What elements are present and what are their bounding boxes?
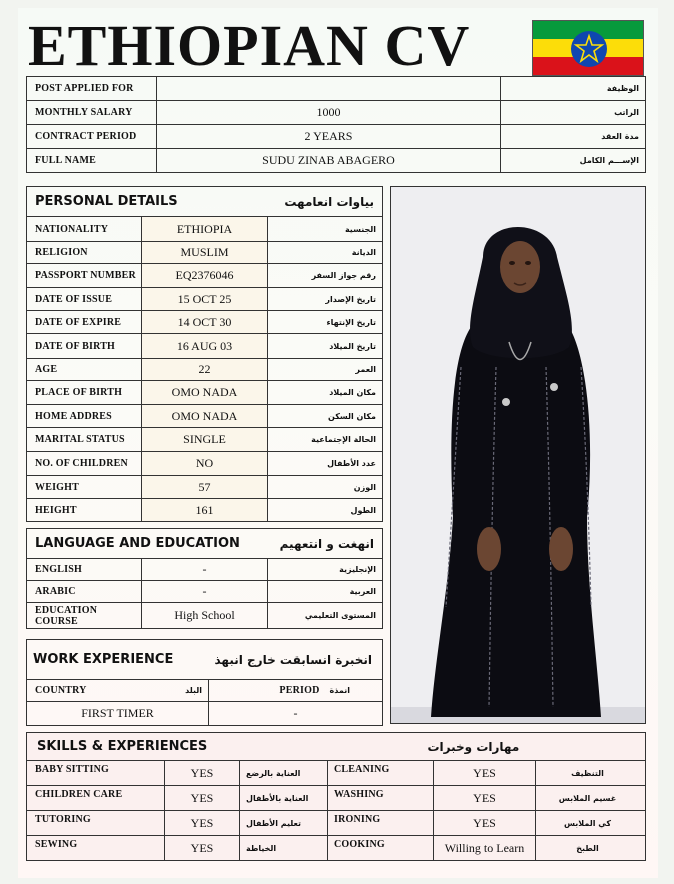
skills-row: [27, 761, 646, 786]
personal-details-section: [26, 186, 383, 522]
personal-value: 161: [142, 499, 268, 522]
header-value: [157, 77, 501, 101]
personal-value: 22: [142, 359, 268, 381]
skills-title: SKILLS & EXPERIENCES: [37, 739, 208, 754]
personal-label: PASSPORT NUMBER: [27, 264, 142, 288]
personal-value: 15 OCT 25: [142, 288, 268, 311]
personal-label-arabic: تاريخ الميلاد: [268, 334, 383, 359]
language-label-arabic: العربية: [268, 581, 383, 603]
personal-label: RELIGION: [27, 242, 142, 264]
skill-label-arabic: كي الملابس: [536, 811, 646, 836]
personal-label: DATE OF ISSUE: [27, 288, 142, 311]
personal-value: MUSLIM: [142, 242, 268, 264]
header-row: [27, 149, 646, 173]
skill-label: BABY SITTING: [27, 761, 165, 786]
cv-page: [18, 8, 658, 878]
skill-value: YES: [434, 786, 536, 811]
personal-value: 14 OCT 30: [142, 311, 268, 334]
skills-row: [27, 836, 646, 861]
skill-label-arabic: غسيم الملابس: [536, 786, 646, 811]
skill-label-arabic: العناية بالأطفال: [240, 786, 328, 811]
country-value: FIRST TIMER: [27, 702, 209, 726]
language-education-title-arabic: انهغت و انتعهيم: [279, 536, 374, 551]
language-value: -: [142, 581, 268, 603]
personal-label-arabic: تاريخ الإنتهاء: [268, 311, 383, 334]
personal-row: [27, 476, 383, 499]
language-education-title: LANGUAGE AND EDUCATION: [35, 536, 240, 551]
personal-label-arabic: مكان السكن: [268, 405, 383, 428]
skill-label: CHILDREN CARE: [27, 786, 165, 811]
ethiopia-flag-icon: [532, 20, 644, 76]
personal-label: DATE OF BIRTH: [27, 334, 142, 359]
header-label-arabic: مدة العقد: [501, 125, 646, 149]
skill-value: YES: [434, 761, 536, 786]
work-experience-title-arabic: انخبرة انسابقت خارج انبهذ: [214, 652, 372, 667]
skill-label-arabic: التنظيف: [536, 761, 646, 786]
personal-value: SINGLE: [142, 428, 268, 452]
applicant-photo: [390, 186, 646, 724]
personal-row: [27, 217, 383, 242]
personal-row: [27, 499, 383, 522]
language-label-arabic: المستوى التعليمي: [268, 603, 383, 629]
personal-value: 57: [142, 476, 268, 499]
skills-section: [26, 732, 646, 861]
personal-row: [27, 288, 383, 311]
personal-label-arabic: عدد الأطفال: [268, 452, 383, 476]
work-experience-section: [26, 639, 383, 726]
language-row: [27, 603, 383, 629]
personal-row: [27, 334, 383, 359]
language-label: ARABIC: [27, 581, 142, 603]
skill-label: CLEANING: [328, 761, 434, 786]
personal-label: PLACE OF BIRTH: [27, 381, 142, 405]
language-label-arabic: الإنجليزية: [268, 559, 383, 581]
header-label: FULL NAME: [27, 149, 157, 173]
skills-row: [27, 811, 646, 836]
period-label: PERIOD: [209, 680, 324, 702]
header-row: [27, 125, 646, 149]
skill-label: TUTORING: [27, 811, 165, 836]
language-row: [27, 581, 383, 603]
skills-row: [27, 786, 646, 811]
skills-title-arabic: مهارات وخبرات: [427, 739, 520, 754]
personal-label-arabic: العمر: [268, 359, 383, 381]
language-row: [27, 559, 383, 581]
personal-label-arabic: رقم جواز السفر: [268, 264, 383, 288]
language-value: High School: [142, 603, 268, 629]
personal-value: ETHIOPIA: [142, 217, 268, 242]
skill-label: IRONING: [328, 811, 434, 836]
personal-value: OMO NADA: [142, 405, 268, 428]
work-experience-title: WORK EXPERIENCE: [33, 652, 174, 667]
personal-row: [27, 428, 383, 452]
header-row: [27, 77, 646, 101]
personal-label: NATIONALITY: [27, 217, 142, 242]
skill-label-arabic: الخياطة: [240, 836, 328, 861]
skill-label-arabic: الطبخ: [536, 836, 646, 861]
header-value: 1000: [157, 101, 501, 125]
header-value: 2 YEARS: [157, 125, 501, 149]
personal-label-arabic: الجنسية: [268, 217, 383, 242]
header-table: [26, 76, 646, 173]
skill-value: YES: [165, 811, 240, 836]
period-label-arabic: انمذة: [324, 680, 383, 702]
skill-value: Willing to Learn: [434, 836, 536, 861]
skill-label: WASHING: [328, 786, 434, 811]
header-row: [27, 101, 646, 125]
period-value: -: [209, 702, 383, 726]
header-value: SUDU ZINAB ABAGERO: [157, 149, 501, 173]
personal-label-arabic: الحالة الإجتماعية: [268, 428, 383, 452]
header-label: POST APPLIED FOR: [27, 77, 157, 101]
personal-row: [27, 264, 383, 288]
country-label-arabic: البلد: [147, 680, 209, 702]
personal-row: [27, 405, 383, 428]
language-label: EDUCATION COURSE: [27, 603, 142, 629]
skill-label: SEWING: [27, 836, 165, 861]
page-title: ETHIOPIAN CV: [28, 13, 471, 78]
personal-label: HOME ADDRES: [27, 405, 142, 428]
personal-value: NO: [142, 452, 268, 476]
skill-label-arabic: تعليم الأطفال: [240, 811, 328, 836]
language-education-section: [26, 528, 383, 629]
header-label: MONTHLY SALARY: [27, 101, 157, 125]
personal-label: DATE OF EXPIRE: [27, 311, 142, 334]
header-label-arabic: الإســـم الكامل: [501, 149, 646, 173]
personal-value: 16 AUG 03: [142, 334, 268, 359]
header-label: CONTRACT PERIOD: [27, 125, 157, 149]
personal-label: HEIGHT: [27, 499, 142, 522]
personal-label-arabic: الديانة: [268, 242, 383, 264]
personal-row: [27, 242, 383, 264]
skill-label: COOKING: [328, 836, 434, 861]
header-label-arabic: الراتب: [501, 101, 646, 125]
personal-label: NO. OF CHILDREN: [27, 452, 142, 476]
header-label-arabic: الوظيفة: [501, 77, 646, 101]
skill-value: YES: [165, 836, 240, 861]
personal-row: [27, 311, 383, 334]
language-label: ENGLISH: [27, 559, 142, 581]
personal-label: AGE: [27, 359, 142, 381]
personal-row: [27, 381, 383, 405]
personal-label: WEIGHT: [27, 476, 142, 499]
skill-value: YES: [165, 761, 240, 786]
personal-label-arabic: تاريخ الإصدار: [268, 288, 383, 311]
skill-value: YES: [165, 786, 240, 811]
personal-row: [27, 452, 383, 476]
country-label: COUNTRY: [27, 680, 147, 702]
personal-details-title: PERSONAL DETAILS: [35, 194, 178, 209]
language-value: -: [142, 559, 268, 581]
skill-label-arabic: العناية بالرضع: [240, 761, 328, 786]
personal-row: [27, 359, 383, 381]
personal-value: EQ2376046: [142, 264, 268, 288]
personal-label: MARITAL STATUS: [27, 428, 142, 452]
personal-label-arabic: الطول: [268, 499, 383, 522]
personal-value: OMO NADA: [142, 381, 268, 405]
personal-details-title-arabic: بياوات انعامهت: [284, 194, 374, 209]
skill-value: YES: [434, 811, 536, 836]
personal-label-arabic: الوزن: [268, 476, 383, 499]
personal-label-arabic: مكان الميلاد: [268, 381, 383, 405]
